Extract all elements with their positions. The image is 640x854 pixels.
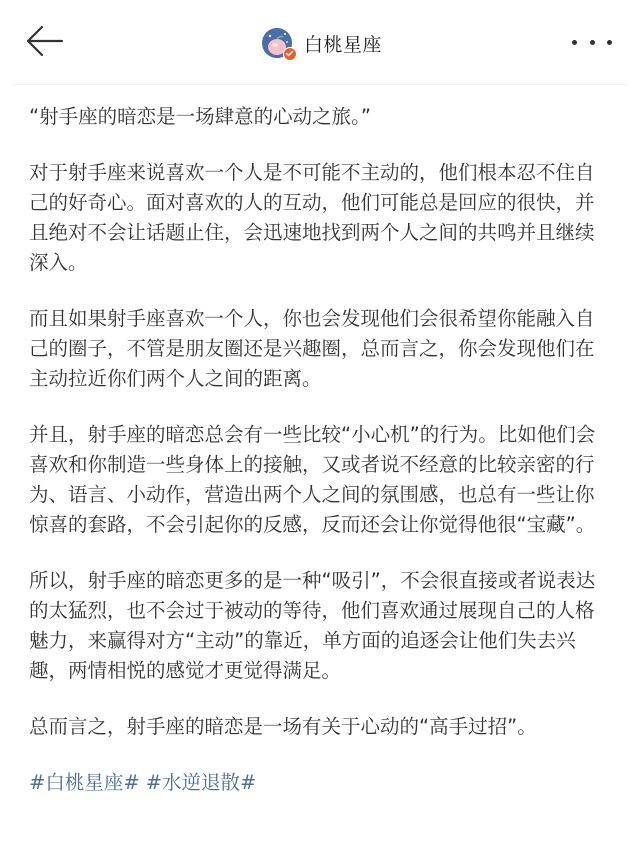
avatar[interactable]: [262, 28, 292, 58]
post-paragraph: 对于射手座来说喜欢一个人是不可能不主动的，他们根本忍不住自己的好奇心。面对喜欢的人的互动，他们可能总是回应的很快，并且绝对不会让话题止住，会迅速地找到两个人之间的共鸣并且继续深入。: [29, 161, 595, 274]
post-paragraph: 所以，射手座的暗恋更多的是一种“吸引”，不会很直接或者说表达的太猛烈，也不会过于被动的等待，他们喜欢通过展现自己的人格魅力，来赢得对方“主动”的靠近，单方面的追逐会让他们失去兴趣，两情相悦的感觉才更觉得满足。: [29, 569, 596, 682]
author-name[interactable]: 白桃星座: [304, 33, 383, 56]
more-dots-icon: [607, 40, 612, 45]
verified-badge-icon: [283, 47, 297, 61]
arrow-left-icon: [24, 22, 66, 60]
more-options-button[interactable]: [572, 30, 612, 54]
author-info[interactable]: [262, 24, 382, 62]
post-paragraph: 并且，射手座的暗恋总会有一些比较“小心机”的行为。比如他们会喜欢和你制造一些身体上的接触，又或者说不经意的比较亲密的行为、语言、小动作，营造出两个人之间的氛围感，也总有一些让你惊喜的套路，不会引起你的反感，反而还会让你觉得他很“宝藏”。: [29, 423, 596, 536]
post-paragraph: 而且如果射手座喜欢一个人，你也会发现他们会很希望你能融入自己的圈子，不管是朋友圈还是兴趣圈，总而言之，你会发现他们在主动拉近你们两个人之间的距离。: [29, 307, 595, 390]
topic-tags: [29, 768, 611, 798]
post-paragraph: “射手座的暗恋是一场肆意的心动之旅。”: [29, 105, 371, 128]
topic-tag-link[interactable]: #白桃星座#: [29, 771, 140, 794]
post-body: [29, 102, 611, 798]
more-dots-icon: [572, 40, 577, 45]
back-button[interactable]: [24, 22, 66, 60]
topic-tag-link[interactable]: #水逆退散#: [145, 771, 257, 794]
post-paragraph: 总而言之，射手座的暗恋是一场有关于心动的“高手过招”。: [29, 715, 537, 738]
more-dots-icon: [590, 40, 595, 45]
top-nav-bar: [12, 0, 628, 85]
